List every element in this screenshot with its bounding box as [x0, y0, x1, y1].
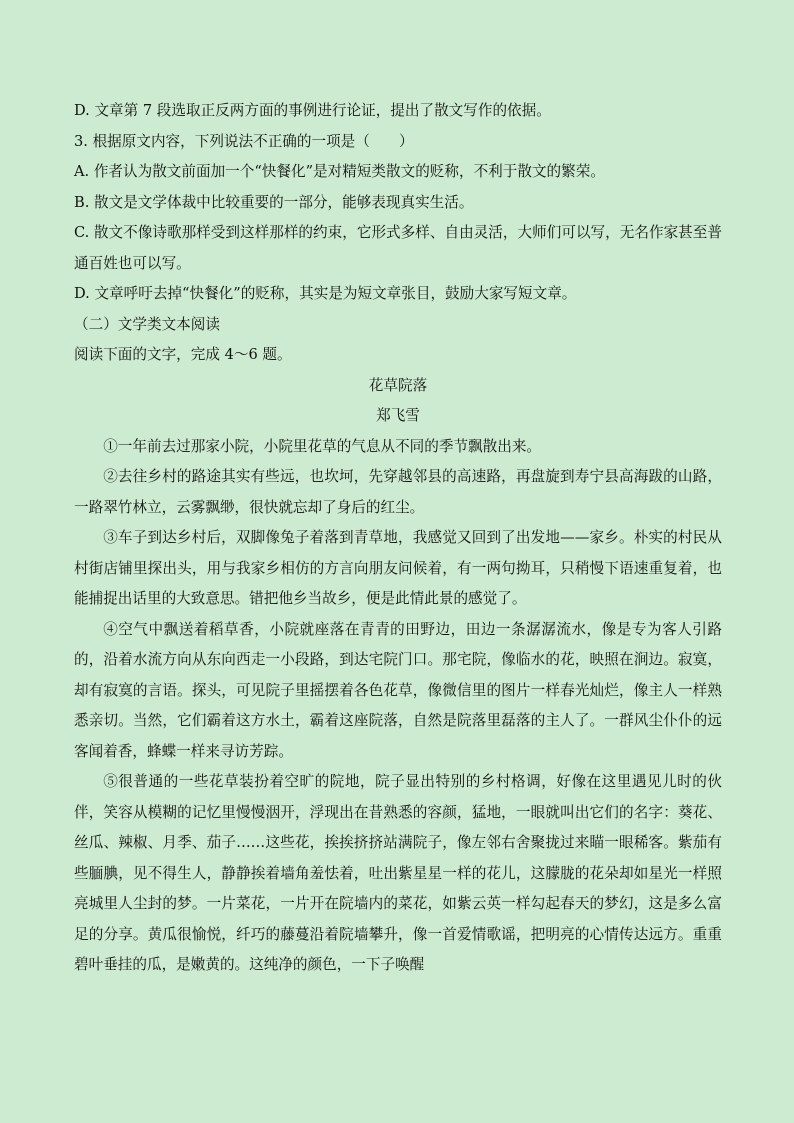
article-paragraph-5: ⑤很普通的一些花草装扮着空旷的院地，院子显出特别的乡村格调，好像在这里遇见儿时的伙伴，笑容从模糊的记忆里慢慢洇开，浮现出在昔熟悉的容颜，猛地，一眼就叫出它们的名字：葵花、丝瓜、辣椒、月季、茄子……这些花，挨挨挤挤站满院子，像左邻右舍聚拢过来瞄一眼稀客。紫茄有些腼腆，见不得生人，静静挨着墙角羞怯着，吐出紫星星一样的花儿，这朦胧的花朵却如星光一样照亮城里人尘封的梦。一片菜花，一片开在院墙内的菜花，如紫云英一样勾起春天的梦幻，这是多么富足的分享。黄瓜很愉悦，纤巧的藤蔓沿着院墙攀升，像一首爱情歌谣，把明亮的心情传达远方。重重碧叶垂挂的瓜，是嫩黄的。这纯净的颜色，一下子唤醒 [74, 773, 722, 973]
question-3-option-d: D. 文章呼吁去掉“快餐化”的贬称，其实是为短文章张目，鼓励大家写短文章。 [74, 285, 577, 302]
article-paragraph-2: ②去往乡村的路途其实有些远，也坎坷，先穿越邻县的高速路，再盘旋到寿宁县高海跋的山路，一路翠竹林立，云雾飘缈，很快就忘却了身后的红尘。 [74, 468, 722, 516]
question-3-option-a: A. 作者认为散文前面加一个“快餐化”是对精短类散文的贬称，不利于散文的繁荣。 [74, 163, 605, 180]
article-title: 花草院落 [368, 376, 428, 394]
question-3-option-c: C. 散文不像诗歌那样受到这样那样的约束，它形式多样、自由灵活，大师们可以写，无名作家甚至普通百姓也可以写。 [74, 224, 722, 272]
article-paragraph-1: ①一年前去过那家小院，小院里花草的气息从不同的季节飘散出来。 [103, 437, 542, 455]
document-page [74, 96, 722, 981]
article-paragraph-4: ④空气中飘送着稻草香，小院就座落在青青的田野边，田边一条潺潺流水，像是专为客人引路的，沿着水流方向从东向西走一小段路，到达宅院门口。那宅院，像临水的花，映照在涧边。寂寞，却有寂寞的言语。探头，可见院子里摇摆着各色花草，像微信里的图片一样春光灿烂，像主人一样熟悉亲切。当然，它们霸着这方水土，霸着这座院落，自然是院落里磊落的主人了。一群风尘仆仆的远客闻着香，蜂蝶一样来寻访芳踪。 [74, 620, 722, 760]
option-d-previous-question: D. 文章第 7 段选取正反两方面的事例进行论证，提出了散文写作的依据。 [74, 102, 551, 119]
section-instruction: 阅读下面的文字，完成 4～6 题。 [74, 346, 292, 363]
question-3: 3. 根据原文内容，下列说法不正确的一项是（ ） [74, 132, 414, 150]
article-paragraph-3: ③车子到达乡村后，双脚像兔子着落到青草地，我感觉又回到了出发地——家乡。朴实的村民从村街店铺里探出头，用与我家乡相仿的方言向朋友问候着，有一两句拗耳，只稍慢下语速重复着，也能捕捉出话里的大致意思。错把他乡当故乡，便是此情此景的感觉了。 [74, 529, 722, 607]
section-heading: （二）文学类文本阅读 [74, 315, 220, 333]
article-author: 郑飞雪 [376, 407, 420, 424]
question-3-option-b: B. 散文是文学体裁中比较重要的一部分，能够表现真实生活。 [74, 193, 474, 211]
